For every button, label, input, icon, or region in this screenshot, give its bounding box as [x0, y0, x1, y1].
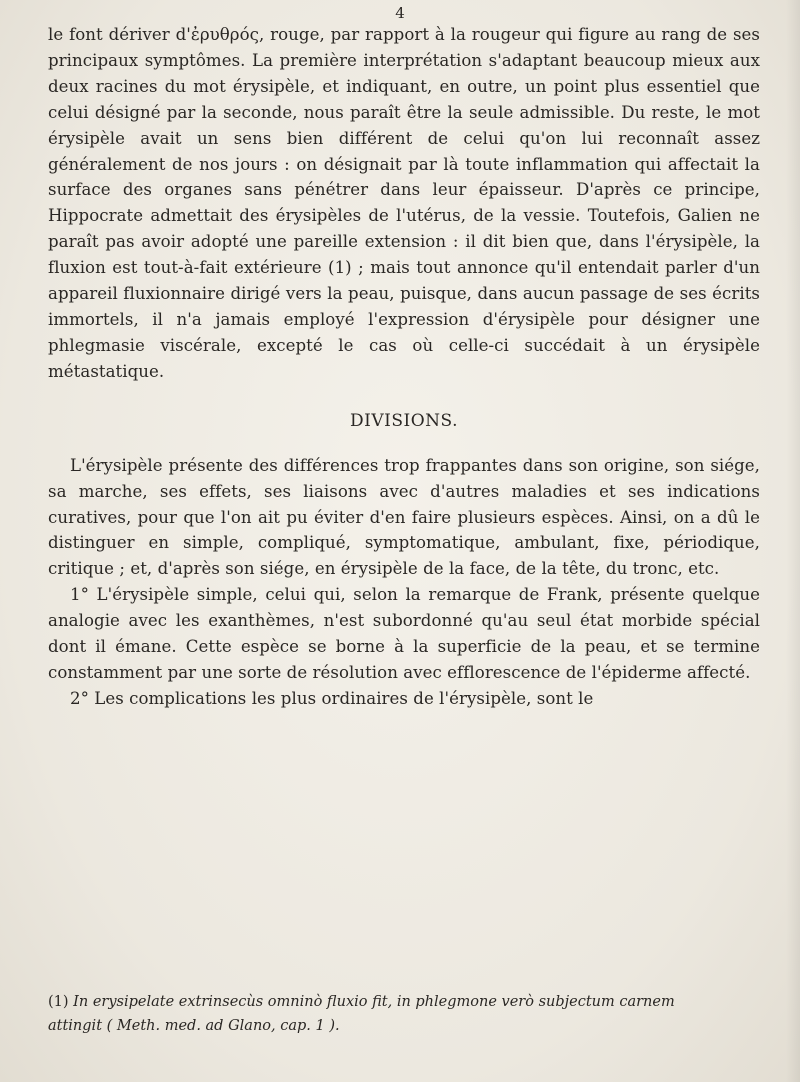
section-heading-divisions: DIVISIONS. — [350, 410, 458, 431]
paragraph-etymology: le font dériver d'ἐρυθρός, rouge, par rapport à la rougeur qui figure au rang de ses principaux symptômes. La première interprétation s'adaptant beaucoup mieux aux deux racines du mot érysipèle, et indiquant, en outre, un point plus essentiel que celui désigné par la seconde, nous paraît être la seule admissible. Du reste, le mot érysipèle avait un sens bien différent de celui qu'on lui reconnaît assez généralement de nos jours : on désignait par là toute inflammation qui affectait la surface des organes sans pénétrer dans leur épaisseur. D'après ce principe, Hippocrate admettait des érysipèles de l'utérus, de la vessie. Toutefois, Galien ne paraît pas avoir adopté une pareille extension : il dit bien que, dans l'érysipèle, la fluxion est tout-à-fait extérieure (1) ; mais tout annonce qu'il entendait parler d'un appareil fluxionnaire dirigé vers la peau, puisque, dans aucun passage de ses écrits immortels, il n'a jamais employé l'expression d'érysipèle pour désigner une phlegmasie viscérale, excepté le cas où celle-ci succédait à un érysipèle métastatique. — [48, 25, 760, 381]
paragraph-simple-erysipelas: 1° L'érysipèle simple, celui qui, selon la remarque de Frank, présente quelque analogie avec les exanthèmes, n'est subordonné qu'au seul état morbide spécial dont il émane. Cette espèce se borne à la superficie de la peau, et se termine constamment par une sorte de résolution avec efflorescence de l'épiderme affecté. — [48, 585, 760, 682]
footnote-marker: (1) — [48, 994, 69, 1010]
footnote-line-2: attingit ( Meth. med. ad Glano, cap. 1 ). — [48, 1018, 340, 1034]
page-number: 4 — [395, 4, 405, 22]
paragraph-complications: 2° Les complications les plus ordinaires de l'érysipèle, sont le — [70, 688, 594, 708]
footnote-line-1 — [48, 990, 760, 1014]
paragraph-divisions-intro: L'érysipèle présente des différences trop frappantes dans son origine, son siége, sa marche, ses effets, ses liaisons avec d'autres maladies et ses indications curatives, pour que l'on ait pu éviter d'en faire plusieurs espèces. Ainsi, on a dû le distinguer en simple, compliqué, symptomatique, ambulant, fixe, périodique, critique ; et, d'après son siége, en érysipèle de la face, de la tête, du tronc, etc. — [48, 455, 760, 579]
main-text — [48, 22, 760, 712]
footnote — [48, 990, 760, 1038]
page-edge-shadow — [786, 0, 800, 1082]
footnote-text-1: In erysipelate extrinsecùs omninò fluxio fit, in phlegmone verò subjectum carnem — [73, 994, 675, 1010]
